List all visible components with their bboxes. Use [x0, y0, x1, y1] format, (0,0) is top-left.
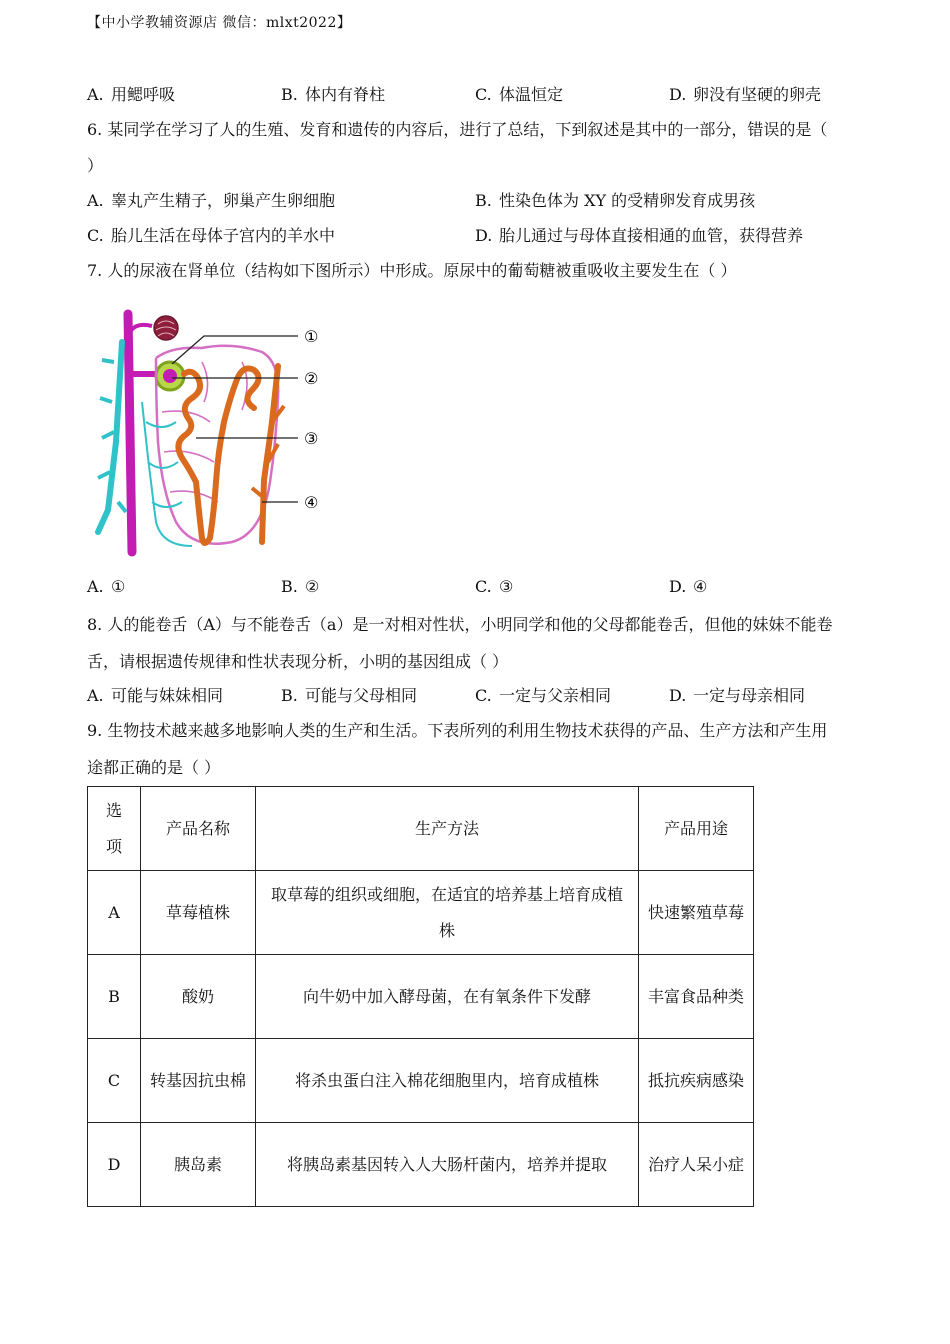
- cell-option: A: [88, 871, 141, 955]
- q6-options-row1: [87, 188, 877, 212]
- marker-4: ④: [304, 493, 319, 512]
- q7-option-d[interactable]: D. ④: [669, 577, 708, 596]
- cell-use: 丰富食品种类: [639, 955, 754, 1039]
- q9-stem-line1: 9. 生物技术越来越多地影响人类的生产和生活。下表所列的利用生物技术获得的产品、生产方法和产生用: [87, 721, 828, 740]
- renal-artery: [128, 314, 132, 552]
- cell-method: 取草莓的组织或细胞，在适宜的培养基上培育成植株: [256, 871, 639, 955]
- q8-stem-line2: 舌，请根据遗传规律和性状表现分析，小明的基因组成（ ）: [87, 652, 509, 671]
- q5-option-c[interactable]: C. 体温恒定: [475, 85, 564, 104]
- q8-stem-line1: 8. 人的能卷舌（A）与不能卷舌（a）是一对相对性状，小明同学和他的父母都能卷舌，但他的妹妹不能卷: [87, 615, 833, 634]
- header-cell-option: 选项: [88, 787, 141, 871]
- q6-option-c[interactable]: C. 胎儿生活在母体子宫内的羊水中: [87, 226, 336, 245]
- q6-stem-line2: ）: [87, 156, 104, 175]
- marker-1: ①: [304, 327, 319, 346]
- q7-option-a[interactable]: A. ①: [87, 577, 126, 596]
- q8-options: [87, 683, 877, 707]
- q8-option-a[interactable]: A. 可能与妹妹相同: [87, 686, 224, 705]
- cell-name: 草莓植株: [141, 871, 256, 955]
- q7-option-c[interactable]: C. ③: [475, 577, 514, 596]
- q9-stem-line2: 途都正确的是（ ）: [87, 758, 221, 777]
- q6-option-b[interactable]: B. 性染色体为 XY 的受精卵发育成男孩: [475, 191, 756, 210]
- cell-option: C: [88, 1039, 141, 1123]
- cell-name: 酸奶: [141, 955, 256, 1039]
- source-header: 【中小学教辅资源店 微信：mlxt2022】: [87, 15, 352, 31]
- q6-option-a[interactable]: A. 睾丸产生精子，卵巢产生卵细胞: [87, 191, 336, 210]
- table-row: [88, 871, 754, 955]
- q7-option-b[interactable]: B. ②: [281, 577, 320, 596]
- glomerulus-ball: [154, 316, 178, 340]
- table-row: [88, 1039, 754, 1123]
- q6-options-row2: [87, 223, 877, 247]
- q7-options: [87, 577, 877, 601]
- q8-option-d[interactable]: D. 一定与母亲相同: [669, 686, 806, 705]
- cell-option: D: [88, 1123, 141, 1207]
- q9-table: [87, 786, 754, 1207]
- cell-use: 快速繁殖草莓: [639, 871, 754, 955]
- cell-name: 胰岛素: [141, 1123, 256, 1207]
- q6-stem-line1: 6. 某同学在学习了人的生殖、发育和遗传的内容后，进行了总结，下到叙述是其中的一部分，错误的是（: [87, 120, 828, 139]
- q5-option-a[interactable]: A. 用鳃呼吸: [87, 85, 176, 104]
- marker-2: ②: [304, 369, 319, 388]
- cell-use: 治疗人呆小症: [639, 1123, 754, 1207]
- cell-method: 向牛奶中加入酵母菌，在有氧条件下发酵: [256, 955, 639, 1039]
- table-row: [88, 955, 754, 1039]
- nephron-diagram: [92, 302, 332, 558]
- q5-option-d[interactable]: D. 卵没有坚硬的卵壳: [669, 85, 822, 104]
- q5-option-b[interactable]: B. 体内有脊柱: [281, 85, 386, 104]
- q6-option-d[interactable]: D. 胎儿通过与母体直接相通的血管，获得营养: [475, 226, 804, 245]
- q7-stem: 7. 人的尿液在肾单位（结构如下图所示）中形成。原尿中的葡萄糖被重吸收主要发生在（ ）: [87, 261, 737, 280]
- cell-method: 将胰岛素基因转入人大肠杆菌内，培养并提取: [256, 1123, 639, 1207]
- header-cell-name: 产品名称: [141, 787, 256, 871]
- q8-option-c[interactable]: C. 一定与父亲相同: [475, 686, 612, 705]
- q8-option-b[interactable]: B. 可能与父母相同: [281, 686, 418, 705]
- header-cell-use: 产品用途: [639, 787, 754, 871]
- cell-method: 将杀虫蛋白注入棉花细胞里内，培育成植株: [256, 1039, 639, 1123]
- cell-use: 抵抗疾病感染: [639, 1039, 754, 1123]
- cell-option: B: [88, 955, 141, 1039]
- cell-name: 转基因抗虫棉: [141, 1039, 256, 1123]
- marker-3: ③: [304, 429, 319, 448]
- table-row: [88, 1123, 754, 1207]
- q5-options: [87, 82, 877, 106]
- table-header-row: [88, 787, 754, 871]
- collecting-duct: [262, 366, 278, 542]
- header-cell-method: 生产方法: [256, 787, 639, 871]
- renal-tubule: [178, 369, 258, 544]
